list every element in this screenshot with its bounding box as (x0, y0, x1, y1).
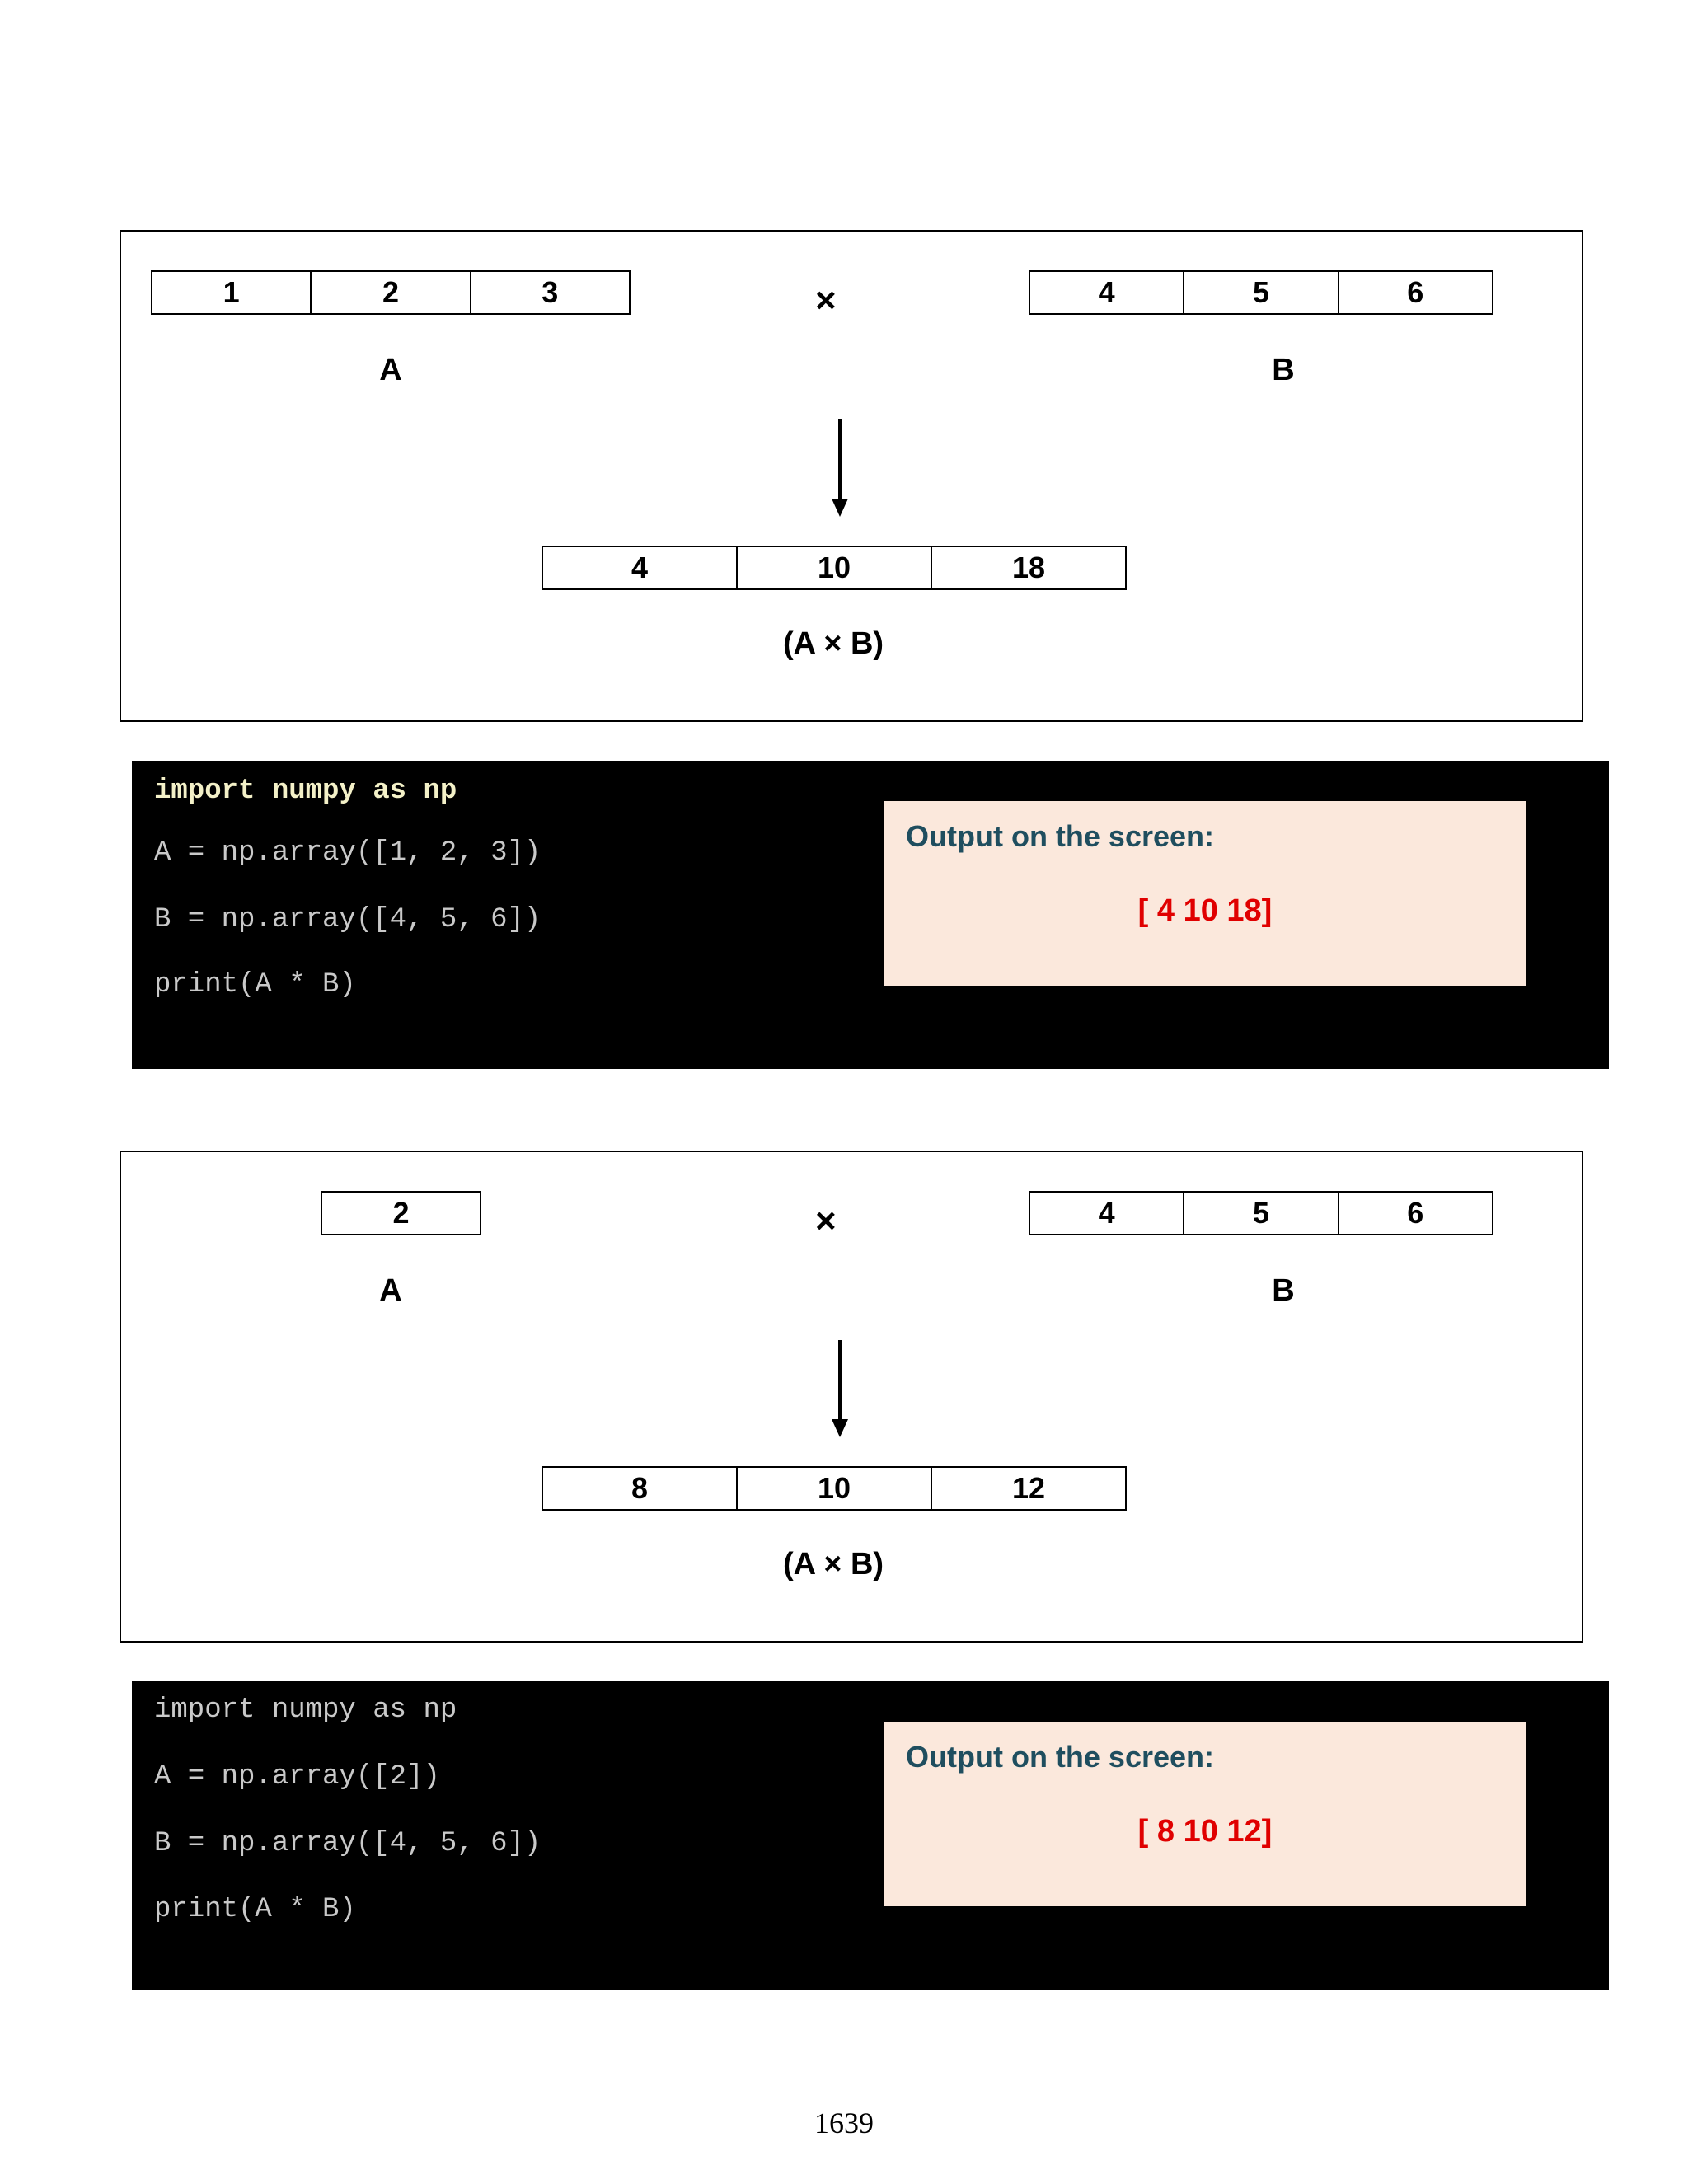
code-panel-1 (132, 761, 1609, 1069)
array-b-cell: 6 (1338, 1193, 1492, 1234)
code-line: import numpy as np (154, 776, 457, 807)
label-a: A (379, 1273, 402, 1308)
array-a-cell: 1 (223, 275, 240, 309)
array-b-cell: 5 (1183, 1193, 1337, 1234)
result-label: (A × B) (782, 1547, 884, 1582)
array-b-cell: 4 (1098, 275, 1115, 309)
array-b (1029, 1191, 1493, 1235)
result-cell: 4 (631, 551, 649, 584)
code-line: B = np.array([4, 5, 6]) (154, 1828, 542, 1859)
array-a-cell: 2 (310, 272, 469, 313)
result-label: (A × B) (782, 626, 884, 661)
broadcast-diagram-1 (120, 230, 1583, 722)
result-cell: 12 (931, 1468, 1125, 1509)
array-b-cell: 4 (1098, 1196, 1115, 1230)
code-line: B = np.array([4, 5, 6]) (154, 904, 542, 935)
output-box (884, 1722, 1526, 1906)
result-array (542, 546, 1127, 590)
label-b: B (1272, 353, 1295, 387)
output-title: Output on the screen: (906, 819, 1215, 853)
array-b-cell: 6 (1338, 272, 1492, 313)
down-arrow-icon (828, 419, 852, 518)
output-title: Output on the screen: (906, 1740, 1215, 1774)
code-line: import numpy as np (154, 1694, 457, 1726)
code-line: print(A * B) (154, 969, 356, 1001)
broadcast-diagram-2 (120, 1151, 1583, 1643)
multiply-icon: × (815, 1201, 837, 1241)
result-cell: 10 (736, 1468, 931, 1509)
label-b: B (1272, 1273, 1295, 1308)
array-a (151, 270, 631, 315)
array-b-cell: 5 (1183, 272, 1337, 313)
code-line: A = np.array([1, 2, 3]) (154, 837, 542, 869)
page-number: 1639 (814, 2107, 874, 2139)
multiply-icon: × (815, 280, 837, 321)
array-a-cell: 2 (392, 1196, 410, 1230)
array-a-cell: 3 (470, 272, 629, 313)
code-panel-2 (132, 1681, 1609, 1990)
result-cell: 8 (631, 1471, 649, 1505)
code-line: A = np.array([2]) (154, 1761, 440, 1793)
result-cell: 10 (736, 547, 931, 588)
result-cell: 18 (931, 547, 1125, 588)
label-a: A (379, 353, 402, 387)
code-line: print(A * B) (154, 1894, 356, 1925)
array-b (1029, 270, 1493, 315)
array-a (321, 1191, 481, 1235)
output-value: [ 4 10 18] (1137, 893, 1273, 928)
output-box (884, 801, 1526, 986)
output-value: [ 8 10 12] (1137, 1814, 1273, 1849)
result-array (542, 1466, 1127, 1511)
down-arrow-icon (828, 1340, 852, 1439)
